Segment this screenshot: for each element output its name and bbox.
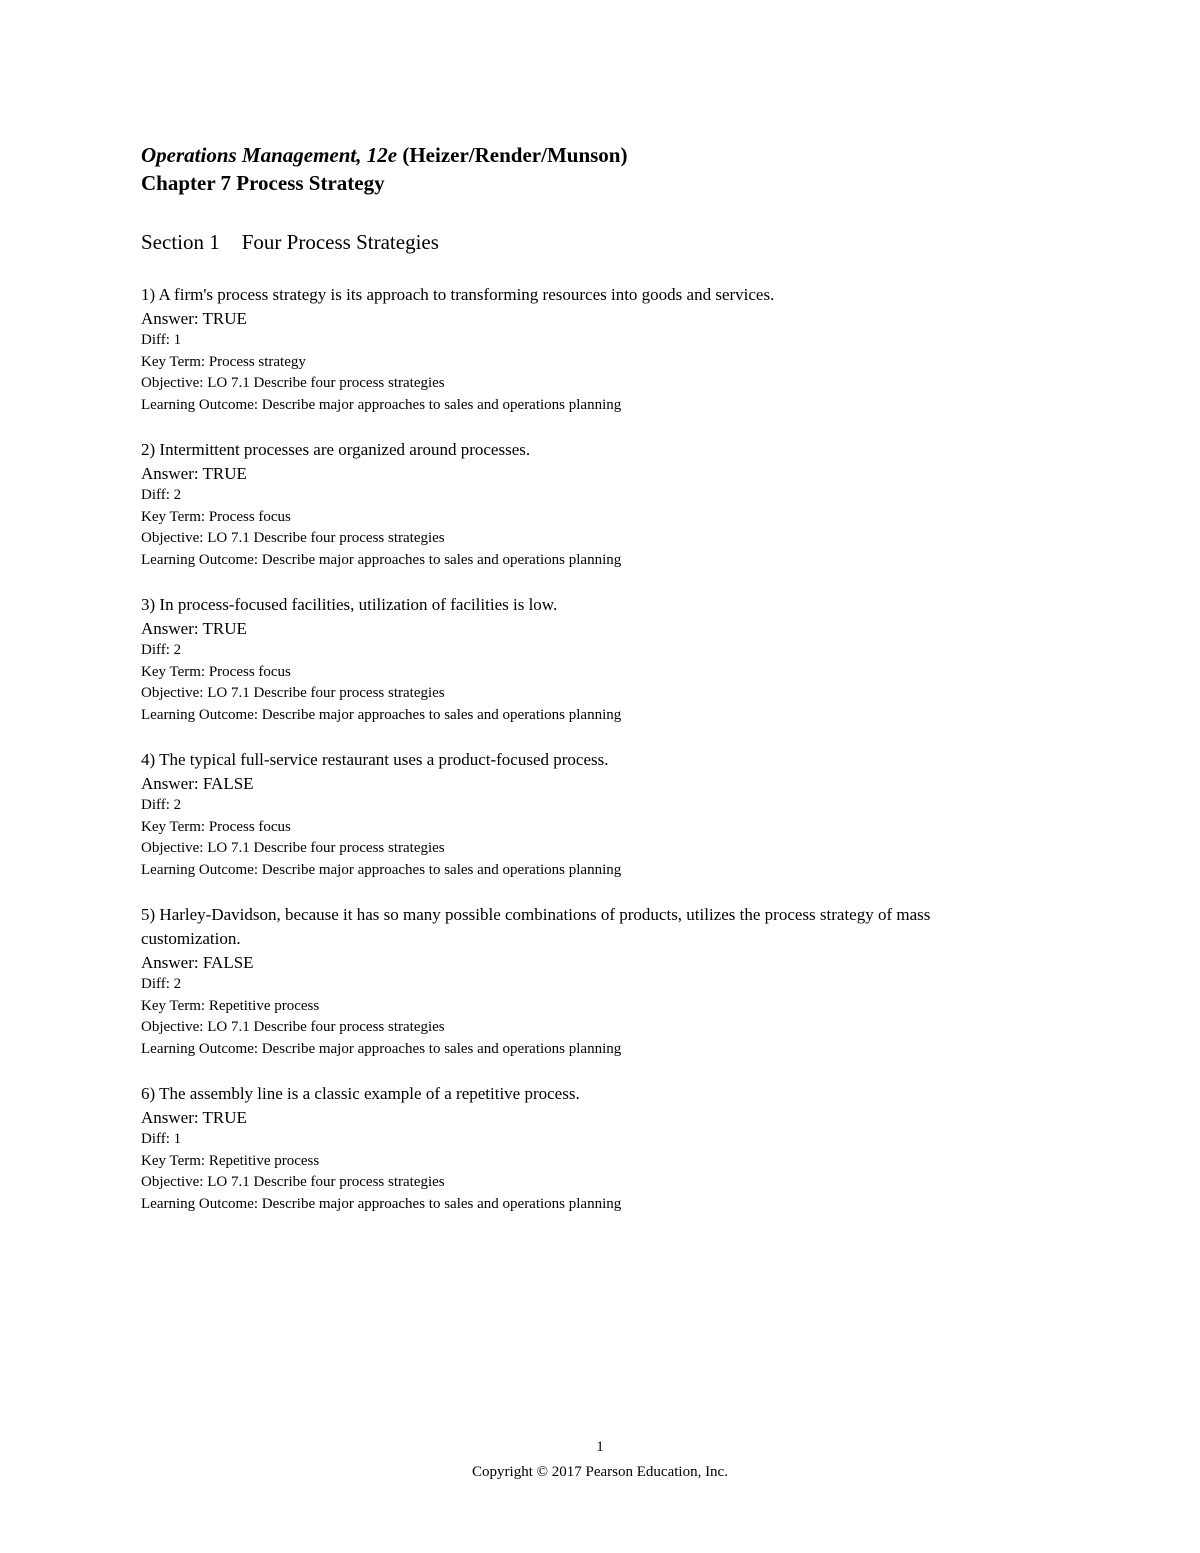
section-title: Four Process Strategies: [241, 230, 439, 254]
question-key-term: Key Term: Process strategy: [141, 353, 306, 370]
question-objective: Objective: LO 7.1 Describe four process strategies: [141, 685, 445, 701]
question-key-term: Key Term: Process focus: [141, 663, 291, 680]
question-objective: Objective: LO 7.1 Describe four process strategies: [141, 1174, 445, 1190]
question-answer: Answer: TRUE: [141, 464, 247, 483]
question-learning-outcome: Learning Outcome: Describe major approaches to sales and operations planning: [141, 706, 622, 723]
question-item: [141, 283, 1021, 416]
question-learning-outcome: Learning Outcome: Describe major approaches to sales and operations planning: [141, 1195, 622, 1212]
question-item: [141, 903, 1021, 1060]
question-learning-outcome: Learning Outcome: Describe major approaches to sales and operations planning: [141, 551, 622, 568]
chapter-title: Chapter 7 Process Strategy: [141, 171, 385, 195]
question-objective: Objective: LO 7.1 Describe four process strategies: [141, 375, 445, 391]
question-key-term: Key Term: Process focus: [141, 508, 291, 525]
page-number: 1: [596, 1439, 604, 1455]
question-item: [141, 593, 1021, 726]
question-answer: Answer: FALSE: [141, 774, 254, 793]
question-text: 2) Intermittent processes are organized around processes.: [141, 440, 531, 459]
question-answer: Answer: TRUE: [141, 619, 247, 638]
question-key-term: Key Term: Process focus: [141, 818, 291, 835]
book-title: Operations Management, 12e: [141, 143, 398, 167]
question-key-term: Key Term: Repetitive process: [141, 997, 320, 1014]
question-learning-outcome: Learning Outcome: Describe major approaches to sales and operations planning: [141, 861, 622, 878]
question-difficulty: Diff: 2: [141, 642, 182, 658]
section-heading: [141, 228, 439, 256]
page-footer: [0, 1435, 1200, 1485]
question-difficulty: Diff: 2: [141, 976, 182, 992]
question-answer: Answer: TRUE: [141, 1108, 247, 1127]
question-key-term: Key Term: Repetitive process: [141, 1152, 320, 1169]
question-text: 3) In process-focused facilities, utilization of facilities is low.: [141, 595, 558, 614]
question-item: [141, 1082, 1021, 1215]
question-item: [141, 438, 1021, 571]
copyright-notice: Copyright © 2017 Pearson Education, Inc.: [472, 1464, 728, 1480]
question-answer: Answer: TRUE: [141, 309, 247, 328]
question-learning-outcome: Learning Outcome: Describe major approaches to sales and operations planning: [141, 396, 622, 413]
question-difficulty: Diff: 2: [141, 487, 182, 503]
question-difficulty: Diff: 1: [141, 1131, 182, 1147]
question-difficulty: Diff: 2: [141, 797, 182, 813]
question-text: 5) Harley-Davidson, because it has so many possible combinations of products, utilizes the process strategy of mass customization.: [141, 905, 931, 948]
question-text: 1) A firm's process strategy is its approach to transforming resources into goods and services.: [141, 285, 775, 304]
question-learning-outcome: Learning Outcome: Describe major approaches to sales and operations planning: [141, 1040, 622, 1057]
question-objective: Objective: LO 7.1 Describe four process strategies: [141, 1019, 445, 1035]
question-text: 4) The typical full-service restaurant uses a product-focused process.: [141, 750, 609, 769]
question-item: [141, 748, 1021, 881]
book-title-line: [141, 141, 1041, 169]
question-difficulty: Diff: 1: [141, 332, 182, 348]
book-authors: (Heizer/Render/Munson): [397, 143, 628, 167]
question-answer: Answer: FALSE: [141, 953, 254, 972]
question-objective: Objective: LO 7.1 Describe four process strategies: [141, 840, 445, 856]
question-text: 6) The assembly line is a classic example of a repetitive process.: [141, 1084, 580, 1103]
question-list: [141, 283, 1021, 1237]
question-objective: Objective: LO 7.1 Describe four process strategies: [141, 530, 445, 546]
section-label: Section 1: [141, 230, 220, 254]
document-header: [141, 141, 1041, 197]
